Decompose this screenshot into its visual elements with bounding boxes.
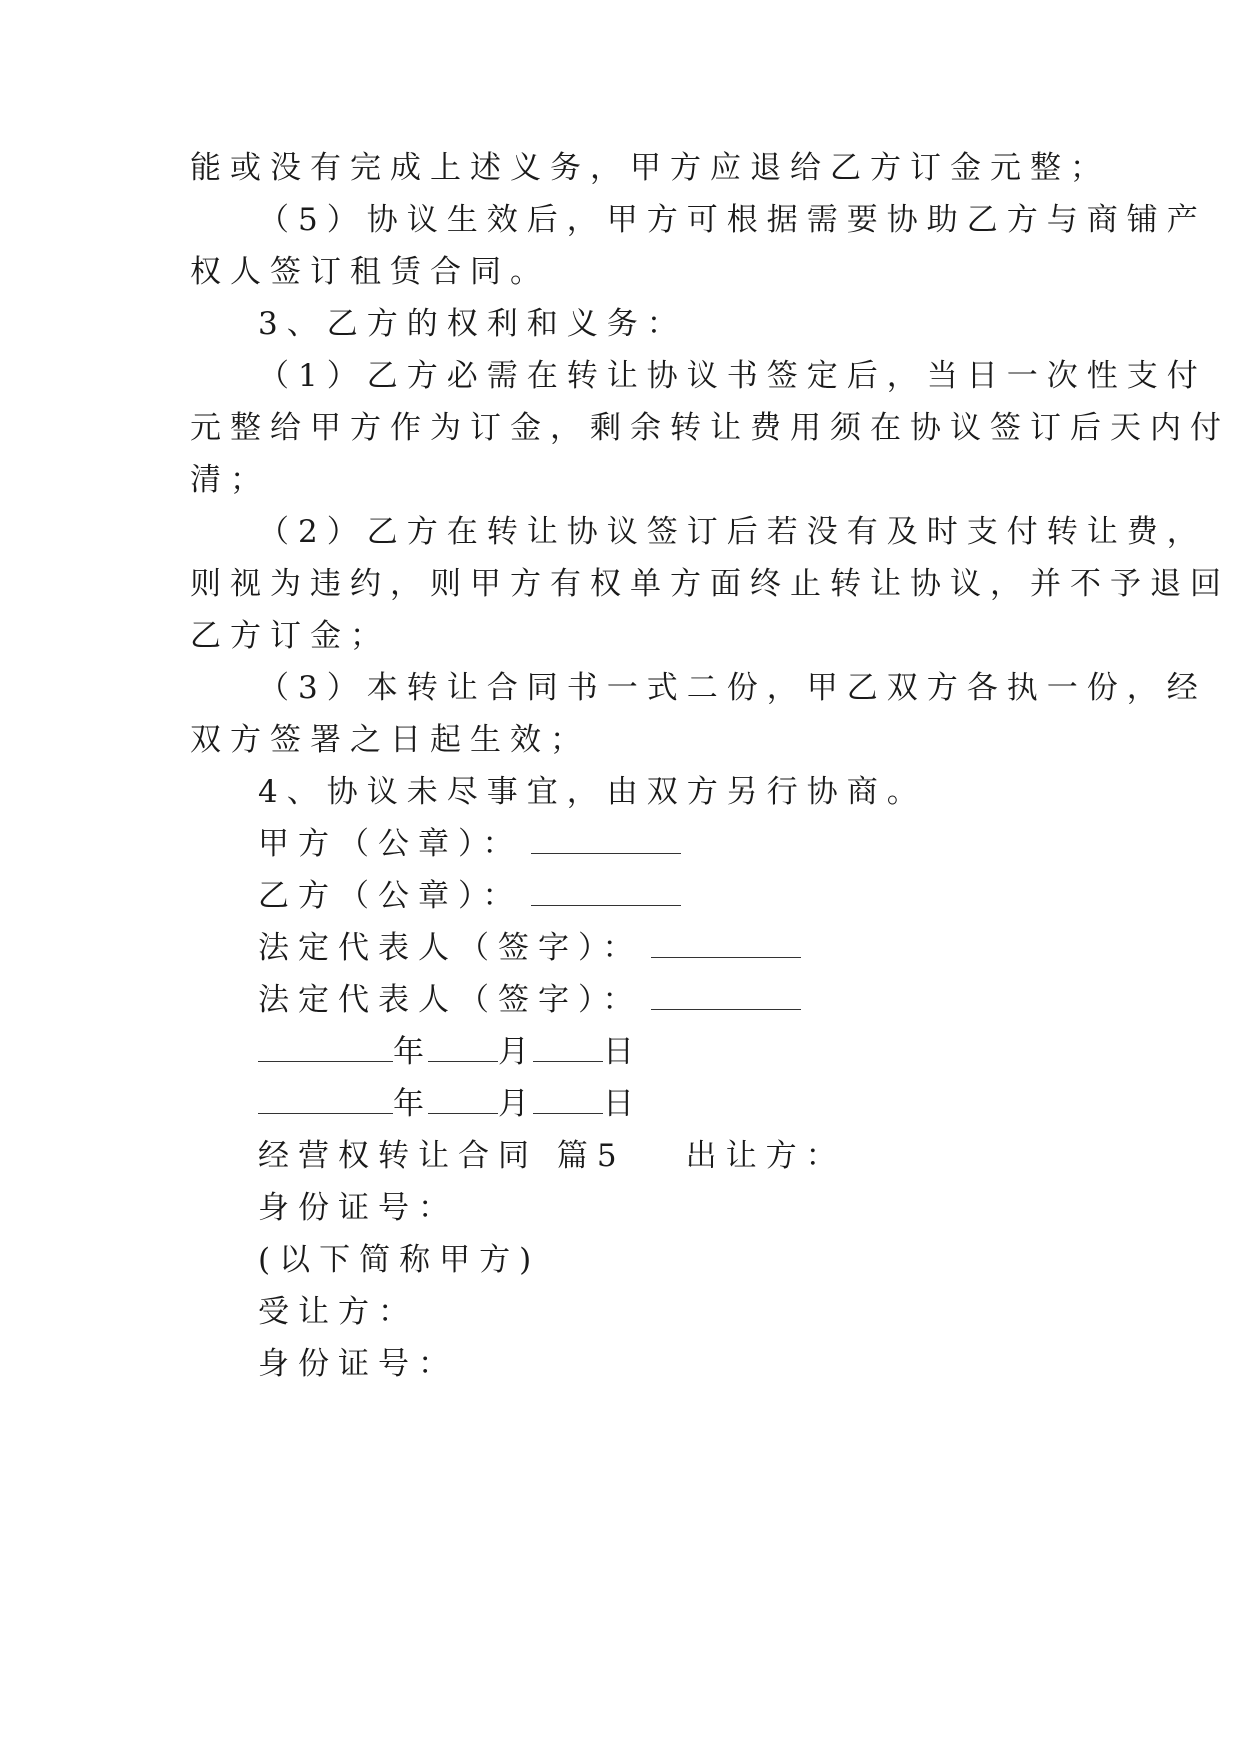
- date-line: [258, 1032, 638, 1072]
- paragraph-line: 元整给甲方作为订金，剩余转让费用须在协议签订后天内付: [190, 410, 1230, 446]
- paragraph-line: 清；: [190, 462, 270, 498]
- month-label: 月: [498, 1086, 533, 1122]
- signature-blank: [531, 879, 681, 906]
- signature-blank: [531, 827, 681, 854]
- day-label: 日: [603, 1086, 638, 1122]
- signature-label: 甲方（公章）：: [258, 826, 523, 862]
- month-blank: [428, 1087, 498, 1114]
- transferor-label: 出让方：: [685, 1138, 846, 1174]
- year-blank: [258, 1087, 393, 1114]
- signature-label: 法定代表人（签字）：: [258, 982, 643, 1018]
- section-title: 经营权转让合同 篇5: [258, 1138, 626, 1174]
- transferee-label: 受让方：: [258, 1294, 418, 1330]
- day-blank: [533, 1087, 603, 1114]
- signature-party-b: [258, 876, 681, 916]
- year-label: 年: [393, 1086, 428, 1122]
- paragraph-line: 权人签订租赁合同。: [190, 254, 550, 290]
- id-number-label: 身份证号：: [258, 1190, 458, 1226]
- paragraph-line: 则视为违约，则甲方有权单方面终止转让协议，并不予退回: [190, 566, 1230, 602]
- month-blank: [428, 1035, 498, 1062]
- section-heading: 4、协议未尽事宜，由双方另行协商。: [258, 774, 927, 810]
- date-line: [258, 1084, 638, 1124]
- year-label: 年: [393, 1034, 428, 1070]
- paragraph-line: （5）协议生效后，甲方可根据需要协助乙方与商铺产: [258, 202, 1207, 238]
- day-blank: [533, 1035, 603, 1062]
- section-title-line: [258, 1136, 846, 1176]
- signature-rep-b: [258, 980, 801, 1020]
- year-blank: [258, 1035, 393, 1062]
- section-heading: 3、乙方的权利和义务：: [258, 306, 687, 342]
- id-number-label: 身份证号：: [258, 1346, 458, 1382]
- paragraph-line: 乙方订金；: [190, 618, 390, 654]
- month-label: 月: [498, 1034, 533, 1070]
- signature-blank: [651, 931, 801, 958]
- signature-rep-a: [258, 928, 801, 968]
- abbreviation-note: (以下简称甲方): [258, 1242, 541, 1278]
- signature-blank: [651, 983, 801, 1010]
- paragraph-line: （3）本转让合同书一式二份，甲乙双方各执一份，经: [258, 670, 1207, 706]
- paragraph-line: （2）乙方在转让协议签订后若没有及时支付转让费，: [258, 514, 1207, 550]
- day-label: 日: [603, 1034, 638, 1070]
- signature-label: 法定代表人（签字）：: [258, 930, 643, 966]
- signature-label: 乙方（公章）：: [258, 878, 523, 914]
- paragraph-line: 能或没有完成上述义务，甲方应退给乙方订金元整；: [190, 150, 1110, 186]
- signature-party-a: [258, 824, 681, 864]
- paragraph-line: （1）乙方必需在转让协议书签定后，当日一次性支付: [258, 358, 1207, 394]
- paragraph-line: 双方签署之日起生效；: [190, 722, 590, 758]
